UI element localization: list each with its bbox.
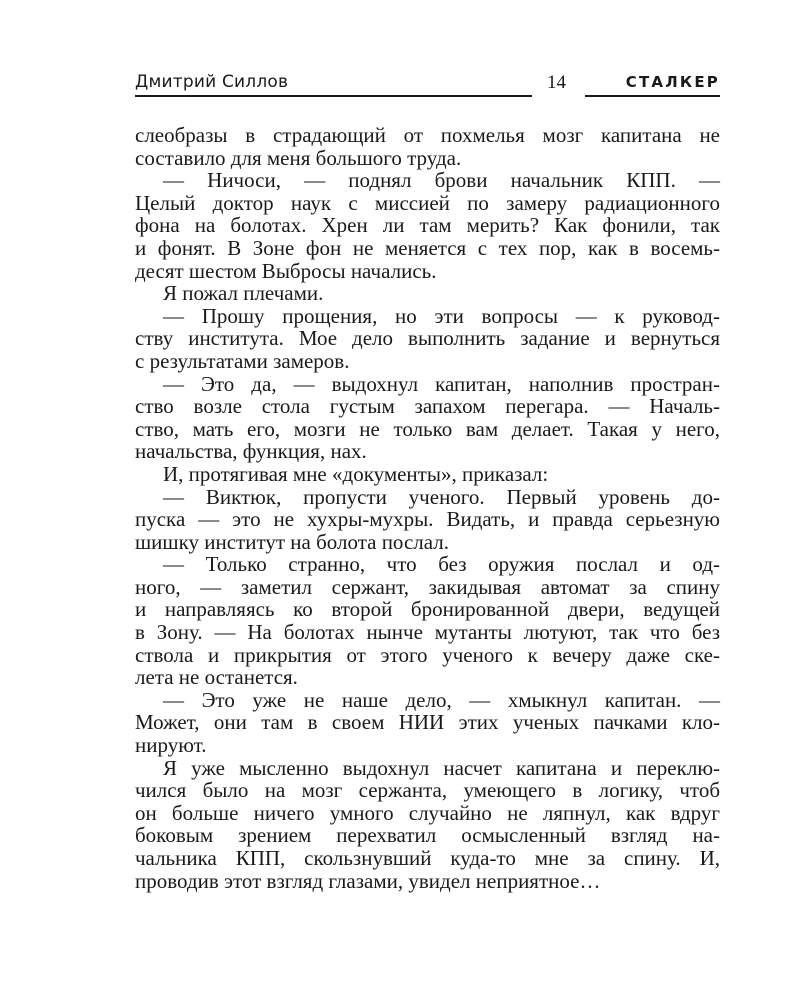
text-line: и фонят. В Зоне фон не меняется с тех пор, как в восемь- bbox=[135, 235, 720, 260]
text-line: — Это да, — выдохнул капитан, наполнив простран- bbox=[163, 371, 720, 396]
text-line: Я пожал плечами. bbox=[163, 281, 324, 306]
text-line: — Только странно, что без оружия послал и од- bbox=[163, 552, 720, 577]
text-line: ствола и прикрытия от этого ученого к вечеру даже ске- bbox=[135, 642, 720, 667]
running-head-series: СТАЛКЕР bbox=[625, 73, 720, 91]
text-line: ству института. Мое дело выполнить задание и вернуться bbox=[135, 326, 720, 351]
text-line: лета не останется. bbox=[135, 665, 298, 690]
header-rule-right bbox=[585, 95, 720, 97]
text-line: И, протягивая мне «документы», приказал: bbox=[163, 461, 549, 486]
text-line: и направляясь ко второй бронированной двери, ведущей bbox=[135, 597, 720, 622]
text-line: Может, они там в своем НИИ этих ученых пачками кло- bbox=[135, 710, 720, 735]
text-line: с результатами замеров. bbox=[135, 348, 350, 373]
header-rule-left bbox=[135, 95, 532, 97]
text-line: — Прошу прощения, но эти вопросы — к руковод- bbox=[163, 303, 720, 328]
text-line: — Это уже не наше дело, — хмыкнул капитан. — bbox=[163, 687, 720, 712]
text-line: составило для меня большого труда. bbox=[135, 145, 462, 170]
text-line: нируют. bbox=[135, 733, 207, 758]
text-line: проводив этот взгляд глазами, увидел неприятное… bbox=[135, 868, 601, 893]
text-line: боковым зрением перехватил осмысленный взгляд на- bbox=[135, 823, 720, 848]
text-line: начальства, функция, нах. bbox=[135, 439, 367, 464]
text-line: он больше ничего умного случайно не ляпнул, как вдруг bbox=[135, 800, 720, 825]
running-head bbox=[135, 72, 720, 98]
text-line: ство возле стола густым запахом перегара. — Началь- bbox=[135, 394, 720, 419]
text-line: — Ничоси, — поднял брови начальник КПП. — bbox=[163, 168, 720, 193]
running-head-author: Дмитрий Силлов bbox=[135, 72, 289, 92]
text-line: шишку институт на болота послал. bbox=[135, 529, 449, 554]
text-line: чальника КПП, скользнувший куда-то мне за спину. И, bbox=[135, 846, 720, 870]
text-line: фона на болотах. Хрен ли там мерить? Как фонили, так bbox=[135, 213, 720, 238]
text-line: слеобразы в страдающий от похмелья мозг капитана не bbox=[135, 123, 720, 147]
text-line: пуска — это не хухры-мухры. Видать, и правда серьезную bbox=[135, 507, 720, 532]
text-line: ного, — заметил сержант, закидывая автомат за спину bbox=[135, 574, 720, 599]
body-text bbox=[135, 124, 720, 892]
text-line: в Зону. — На болотах нынче мутанты лютуют, так что без bbox=[135, 620, 720, 645]
text-line: Я уже мысленно выдохнул насчет капитана и переклю- bbox=[163, 755, 720, 780]
text-line: десят шестом Выбросы начались. bbox=[135, 258, 437, 283]
page-number: 14 bbox=[547, 72, 566, 93]
text-line: — Виктюк, пропусти ученого. Первый уровень до- bbox=[163, 484, 720, 509]
text-line: чился было на мозг сержанта, умеющего в логику, чтоб bbox=[135, 778, 720, 803]
text-line: ство, мать его, мозги не только вам делает. Такая у него, bbox=[135, 416, 720, 441]
text-line: Целый доктор наук с миссией по замеру радиационного bbox=[135, 190, 720, 215]
